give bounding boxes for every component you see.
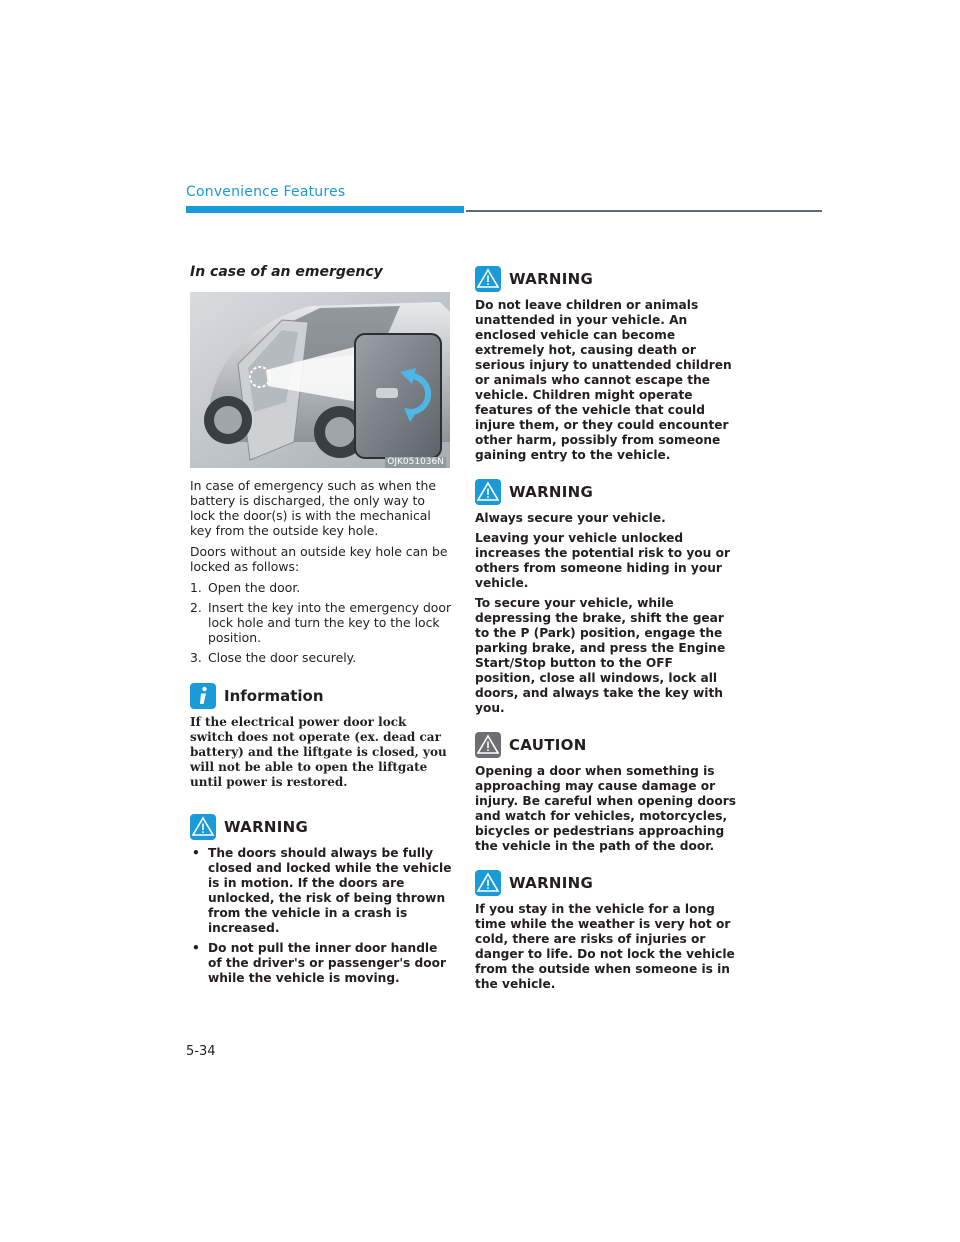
list-item: • The doors should always be fully closed and locked while the vehicle is in motion. If the doors are unlocked, the risk of being thrown from the vehicle in a crash is increased. <box>192 846 452 935</box>
warning-icon <box>475 266 501 292</box>
warning-icon <box>190 814 216 840</box>
caution-title: CAUTION <box>509 736 587 754</box>
right-column <box>475 266 737 997</box>
figure-code: OJK051036N <box>387 457 444 467</box>
warning-box-secure <box>475 479 737 716</box>
warning-text: Do not leave children or animals unattended in your vehicle. An enclosed vehicle can become extremely hot, causing death or serious injury to unattended children or animals who cannot escape the vehicle. Children might operate features of the vehicle that could injure them, or they could encounter other harm, possibly from someone gaining entry to the vehicle. <box>475 298 732 462</box>
header-accent-bar <box>186 206 464 213</box>
lock-steps-list <box>190 580 452 665</box>
section-heading: In case of an emergency <box>190 264 383 280</box>
doors-paragraph: Doors without an outside key hole can be locked as follows: <box>190 544 448 574</box>
caution-box <box>475 732 737 854</box>
info-icon <box>190 683 216 709</box>
emergency-lock-illustration <box>190 292 450 468</box>
warning-icon <box>475 479 501 505</box>
list-item: • Do not pull the inner door handle of the driver's or passenger's door while the vehicle is moving. <box>192 941 447 985</box>
header-title: Convenience Features <box>186 184 346 200</box>
warning-text: Always secure your vehicle. <box>475 511 666 525</box>
caution-text: Opening a door when something is approaching may cause damage or injury. Be careful when opening doors and watch for vehicles, motorcycles, bicycles or pedestrians approaching the vehicle in the path of the door. <box>475 764 737 853</box>
warning-text: If you stay in the vehicle for a long time while the weather is very hot or cold, there are risks of injuries or danger to life. Do not lock the vehicle from the outside when someone is in the vehicle. <box>475 902 735 991</box>
warning-title: WARNING <box>509 270 594 288</box>
info-text: If the electrical power door lock switch does not operate (ex. dead car battery) and the liftgate is closed, you will not be able to open the liftgate until power is restored. <box>190 715 447 789</box>
warning-box-children <box>475 266 737 463</box>
warning-title: WARNING <box>509 874 594 892</box>
warning-icon <box>475 870 501 896</box>
caution-icon <box>475 732 501 758</box>
intro-paragraph: In case of emergency such as when the battery is discharged, the only way to lock the door(s) is with the mechanical key from the outside key hole. <box>190 478 437 538</box>
warning-text: Leaving your vehicle unlocked increases the potential risk to you or others from someone hiding in your vehicle. <box>475 531 730 590</box>
warning-box <box>190 814 452 986</box>
warning-box-weather <box>475 870 737 992</box>
warning-bullets <box>190 846 452 986</box>
info-title: Information <box>224 687 324 705</box>
list-item: 1. Open the door. <box>190 580 301 595</box>
warning-text: To secure your vehicle, while depressing the brake, shift the gear to the P (Park) position, engage the parking brake, and press the Engine Start/Stop button to the OFF position, close all windows, lock all doors, and always take the key with you. <box>475 596 726 715</box>
list-item: 2. Insert the key into the emergency door lock hole and turn the key to the lock position. <box>190 600 452 645</box>
car-door-image <box>190 292 450 468</box>
warning-title: WARNING <box>224 818 309 836</box>
list-item: 3. Close the door securely. <box>190 650 357 665</box>
header-rule <box>466 210 822 212</box>
page-number: 5-34 <box>186 1044 216 1059</box>
left-column <box>190 262 452 991</box>
information-box <box>190 683 452 790</box>
warning-title: WARNING <box>509 483 594 501</box>
